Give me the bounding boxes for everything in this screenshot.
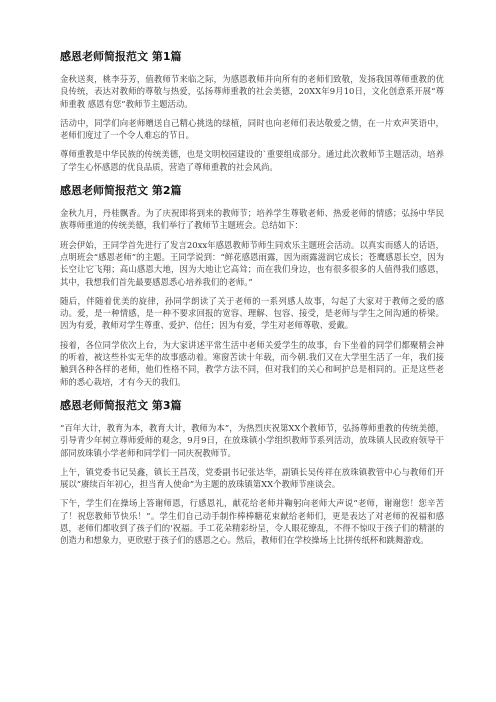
section-1-paragraph-3: 尊师重教是中华民族的传统美德，也是文明校园建设的`重要组成部分。通过此次教师节主题活动，培养了学生心怀感恩的优良品质，营造了尊师重教的社会风尚。: [60, 149, 444, 172]
section-3-paragraph-1: “百年大计，教育为本，教育大计，教师为本”，为热烈庆祝第XX个教师节，弘扬尊师重教的传统美德，引导青少年树立尊师爱师的观念，9月9日，在放珠镇小学组织教师节系列活动，放珠镇人民政府领导干部同放珠镇小学老师和同学们一同庆祝教师节。: [60, 422, 444, 458]
section-2-title: 感恩老师简报范文 第2篇: [60, 184, 182, 198]
section-2-paragraph-1: 金秋九月，丹桂飘香。为了庆祝即将到来的教师节；培养学生尊敬老师、热爱老师的情感；弘扬中华民族尊师重道的传统美德，我们举行了教师节主题班会。总结如下：: [60, 208, 444, 231]
section-1-paragraph-2: 活动中，同学们向老师赠送自己精心挑选的绿植，同时也向老师们表达敬爱之情，在一片欢声笑语中，老师们度过了一个令人难忘的节日。: [60, 117, 444, 141]
section-3-paragraph-2: 上午，镇党委书记吴鑫，镇长王昌茂，党委副书记张达华，副镇长吴传祥在放珠镇教管中心与教师们开展以“赓续百年初心，担当育人使命”为主题的放珠镇第XX个教师节座谈会。: [60, 466, 444, 490]
section-1-title: 感恩老师简报范文 第1篇: [60, 50, 182, 63]
section-1-paragraph-1: 金秋送爽，桃李芬芳，值教师节来临之际，为感恩教师并向所有的老师们致敬，发扬我国尊师重教的优良传统，表达对教师的尊敬与热爱，弘扬尊师重教的社会美德，20XX年9月10日，文化创意系开展“尊师重教 感恩有您”教师节主题活动。: [60, 74, 444, 109]
section-2-paragraph-3: 随后，伴随着优美的旋律，孙同学朗读了关于老师的一系列感人故事，勾起了大家对于教师之爱的感动。爱，是一种情感，是一种不要求回报的宽容、理解、包容、接受，是老师与学生之间沟通的桥梁。因为有爱，教师对学生尊重、爱护、信任；因为有爱，学生对老师尊敬、爱戴。: [60, 295, 444, 331]
section-2-paragraph-4: 接着，各位同学依次上台，为大家讲述平常生活中老师关爱学生的故事，台下坐着的同学们都聚精会神的听着，被这些朴实无华的故事感动着。寒窗苦读十年载，而今朝.我们又在大学里生活了一年，我们接触到各种各样的老师，他们性格不同，教学方法不同，但对我们的关心和呵护总是相同的。正是这些老师的悉心栽培，才有今天的我们。: [60, 339, 444, 387]
section-3-paragraph-3: 下午，学生们在操场上答谢师恩，行感恩礼，献花给老师并鞠躬向老师大声说“老师，谢谢您！您辛苦了！祝您教师节快乐！”。学生们自己动手制作棒棒糖花束献给老师们，更是表达了对老师的祝福和感恩，老师们都收到了孩子们的'祝福。手工花朵精彩纷呈，令人眼花缭乱，不得不惊叹于孩子们的精湛的创造力和想象力，更欣慰于孩子们的感恩之心。然后，教师们在学校操场上比拼传纸杯和跳舞游戏。: [60, 498, 444, 546]
section-3-title: 感恩老师简报范文 第3篇: [60, 398, 182, 412]
section-2-paragraph-2: 班会伊始，王同学首先进行了发言20xx年感恩教师节师生同欢乐主题班会活动。以真实而感人的话语，点明班会“感恩老师”的主题。王同学说到：“鲜花感恩雨露，因为雨露滋润它成长；苍鹰感恩长空，因为长空让它飞翔；高山感恩大地，因为大地让它高耸；而在我们身边，也有很多很多的人值得我们感恩，其中，我想我们首先最要感恩悉心培养我们的老师。”: [60, 239, 444, 287]
